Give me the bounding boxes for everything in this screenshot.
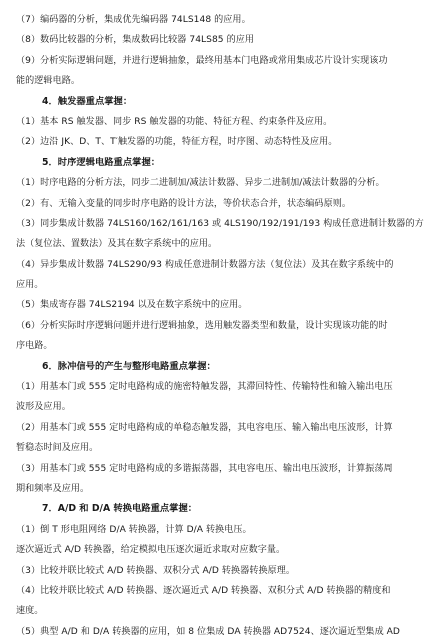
paragraph-continuation: 速度。	[16, 606, 44, 617]
section-heading: 7．A/D 和 D/A 转换电路重点掌握：	[42, 503, 198, 515]
list-item: （7）编码器的分析，集成优先编码器 74LS148 的应用。	[16, 15, 251, 25]
section-heading: 5．时序逻辑电路重点掌握：	[42, 156, 161, 168]
list-item: （3）同步集成计数器 74LS160/162/161/163 或 4LS190/192/191/193 构成任意进制计数器的方	[16, 218, 424, 229]
list-item: 逐次逼近式 A/D 转换器，给定模拟电压逐次逼近求取对应数字量。	[16, 545, 286, 556]
paragraph-continuation: 序电路。	[16, 341, 53, 352]
list-item: （4）比较并联比较式 A/D 转换器、逐次逼近式 A/D 转换器、双积分式 A/D 转换器的精度和	[16, 585, 391, 596]
list-item: （1）用基本门或 555 定时电路构成的施密特触发器，其滞回特性、传输特性和输入输出电压	[16, 382, 393, 393]
list-item: （1）时序电路的分析方法，同步二进制加/减法计数器、异步二进制加/减法计数器的分析。	[16, 178, 385, 189]
list-item: （1）倒 T 形电阻网络 D/A 转换器，计算 D/A 转换电压。	[16, 524, 252, 535]
document-body	[16, 10, 424, 642]
list-item: （1）基本 RS 触发器、同步 RS 触发器的功能、特征方程、约束条件及应用。	[16, 116, 333, 127]
list-item: （6）分析实际时序逻辑问题并进行逻辑抽象，选用触发器类型和数量，设计实现该功能的时	[16, 320, 388, 331]
section-heading: 4．触发器重点掌握：	[42, 95, 133, 107]
paragraph-continuation: 期和频率及应用。	[16, 483, 90, 494]
paragraph-continuation: 能的逻辑电路。	[16, 76, 81, 87]
paragraph-continuation: 应用。	[16, 280, 44, 291]
list-item: （2）用基本门或 555 定时电路构成的单稳态触发器，其电容电压、输入输出电压波形，计算	[16, 422, 393, 433]
list-item: （2）边沿 JK、D、T、T′触发器的功能，特征方程，时序图、动态特性及应用。	[16, 137, 338, 148]
list-item: （8）数码比较器的分析，集成数码比较器 74LS85 的应用	[16, 35, 255, 46]
list-item: （5）集成寄存器 74LS2194 以及在数字系统中的应用。	[16, 300, 248, 311]
paragraph-continuation: 法（复位法、置数法）及其在数字系统中的应用。	[16, 239, 218, 250]
section-heading: 6．脉冲信号的产生与整形电路重点掌握：	[42, 360, 216, 372]
list-item: （3）比较并联比较式 A/D 转换器、双积分式 A/D 转换器转换原理。	[16, 565, 296, 576]
list-item: （9）分析实际逻辑问题，并进行逻辑抽象，最终用基本门电路或常用集成芯片设计实现该功	[16, 55, 388, 66]
list-item: （5）典型 A/D 和 D/A 转换器的应用，如 8 位集成 DA 转换器 AD7524、逐次逼近型集成 AD	[16, 626, 400, 637]
paragraph-continuation: 暂稳态时间及应用。	[16, 443, 99, 454]
paragraph-continuation: 波形及应用。	[16, 402, 71, 413]
list-item: （3）用基本门或 555 定时电路构成的多谐振荡器，其电容电压、输出电压波形，计算振荡周	[16, 463, 393, 474]
list-item: （2）有、无输入变量的同步时序电路的设计方法，等价状态合并，状态编码原则。	[16, 198, 352, 209]
list-item: （4）异步集成计数器 74LS290/93 构成任意进制计数器方法（复位法）及其在数字系统中的	[16, 259, 394, 270]
